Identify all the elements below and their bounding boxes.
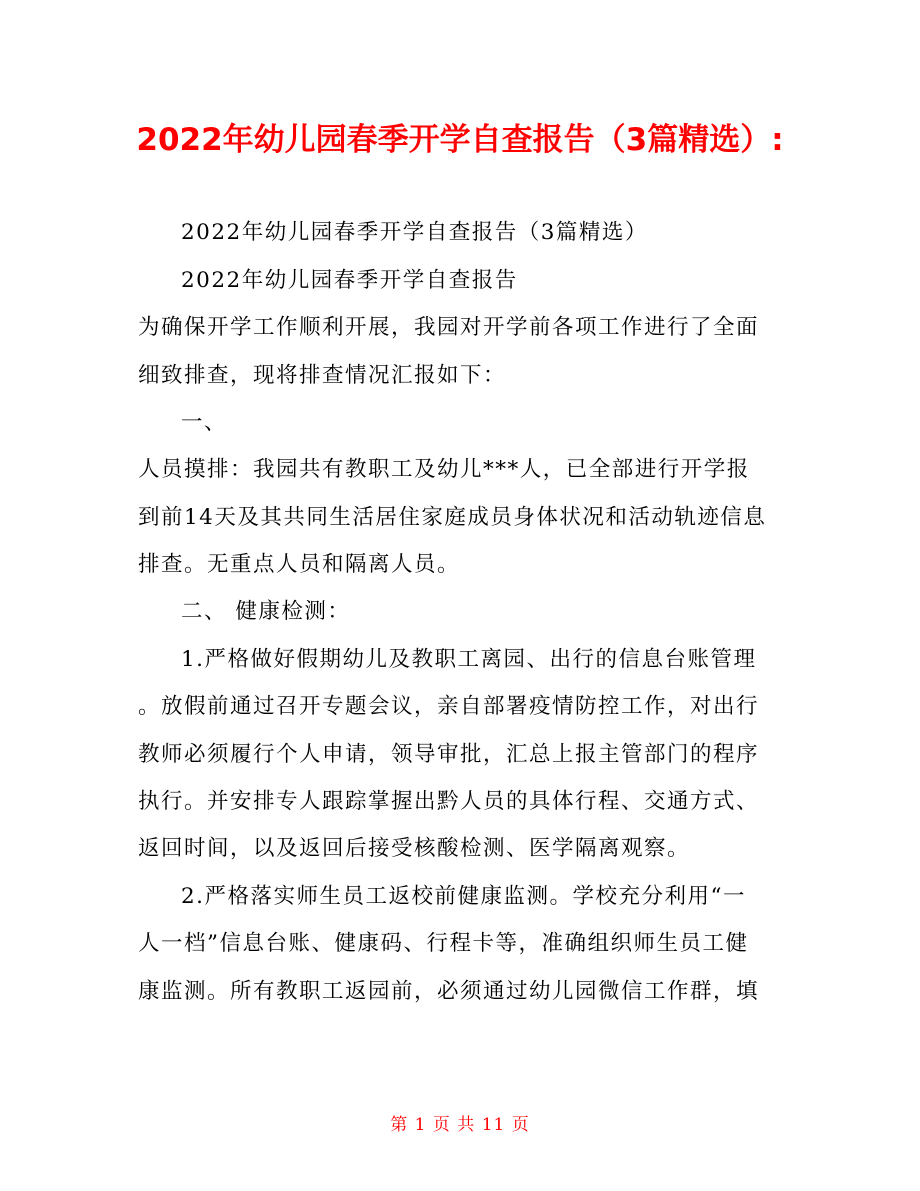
- body-line: 执行。并安排专人跟踪掌握出黔人员的具体行程、交通方式、: [138, 789, 760, 814]
- section-heading-2: 二、 健康检测：: [181, 599, 351, 624]
- subtitle-line: 2022年幼儿园春季开学自查报告（3篇精选）: [181, 220, 648, 245]
- body-line: 到前14天及其共同生活居住家庭成员身体状况和活动轨迹信息: [138, 505, 767, 530]
- body-line: 人员摸排：我园共有教职工及幼儿***人，已全部进行开学报: [138, 457, 750, 482]
- report-heading: 2022年幼儿园春季开学自查报告: [181, 268, 518, 293]
- body-line: 教师必须履行个人申请，领导审批，汇总上报主管部门的程序: [138, 742, 760, 767]
- body-line: 2.严格落实师生员工返校前健康监测。学校充分利用“一: [181, 884, 747, 909]
- body-line: 细致排查，现将排查情况汇报如下：: [138, 363, 507, 388]
- body-line: 排查。无重点人员和隔离人员。: [138, 552, 461, 577]
- section-heading-1: 一、: [181, 410, 228, 435]
- body-line: 康监测。所有教职工返园前，必须通过幼儿园微信工作群，填: [138, 979, 760, 1004]
- body-line: 。放假前通过召开专题会议，亲自部署疫情防控工作，对出行: [138, 694, 760, 719]
- body-line: 返回时间，以及返回后接受核酸检测、医学隔离观察。: [138, 836, 691, 861]
- page-footer: 第 1 页 共 11 页: [390, 1115, 530, 1135]
- document-title: 2022年幼儿园春季开学自查报告（3篇精选）:: [136, 122, 784, 158]
- body-line: 人一档”信息台账、健康码、行程卡等，准确组织师生员工健: [138, 931, 749, 956]
- body-line: 为确保开学工作顺利开展，我园对开学前各项工作进行了全面: [138, 315, 760, 340]
- body-line: 1.严格做好假期幼儿及教职工离园、出行的信息台账管理: [181, 647, 757, 672]
